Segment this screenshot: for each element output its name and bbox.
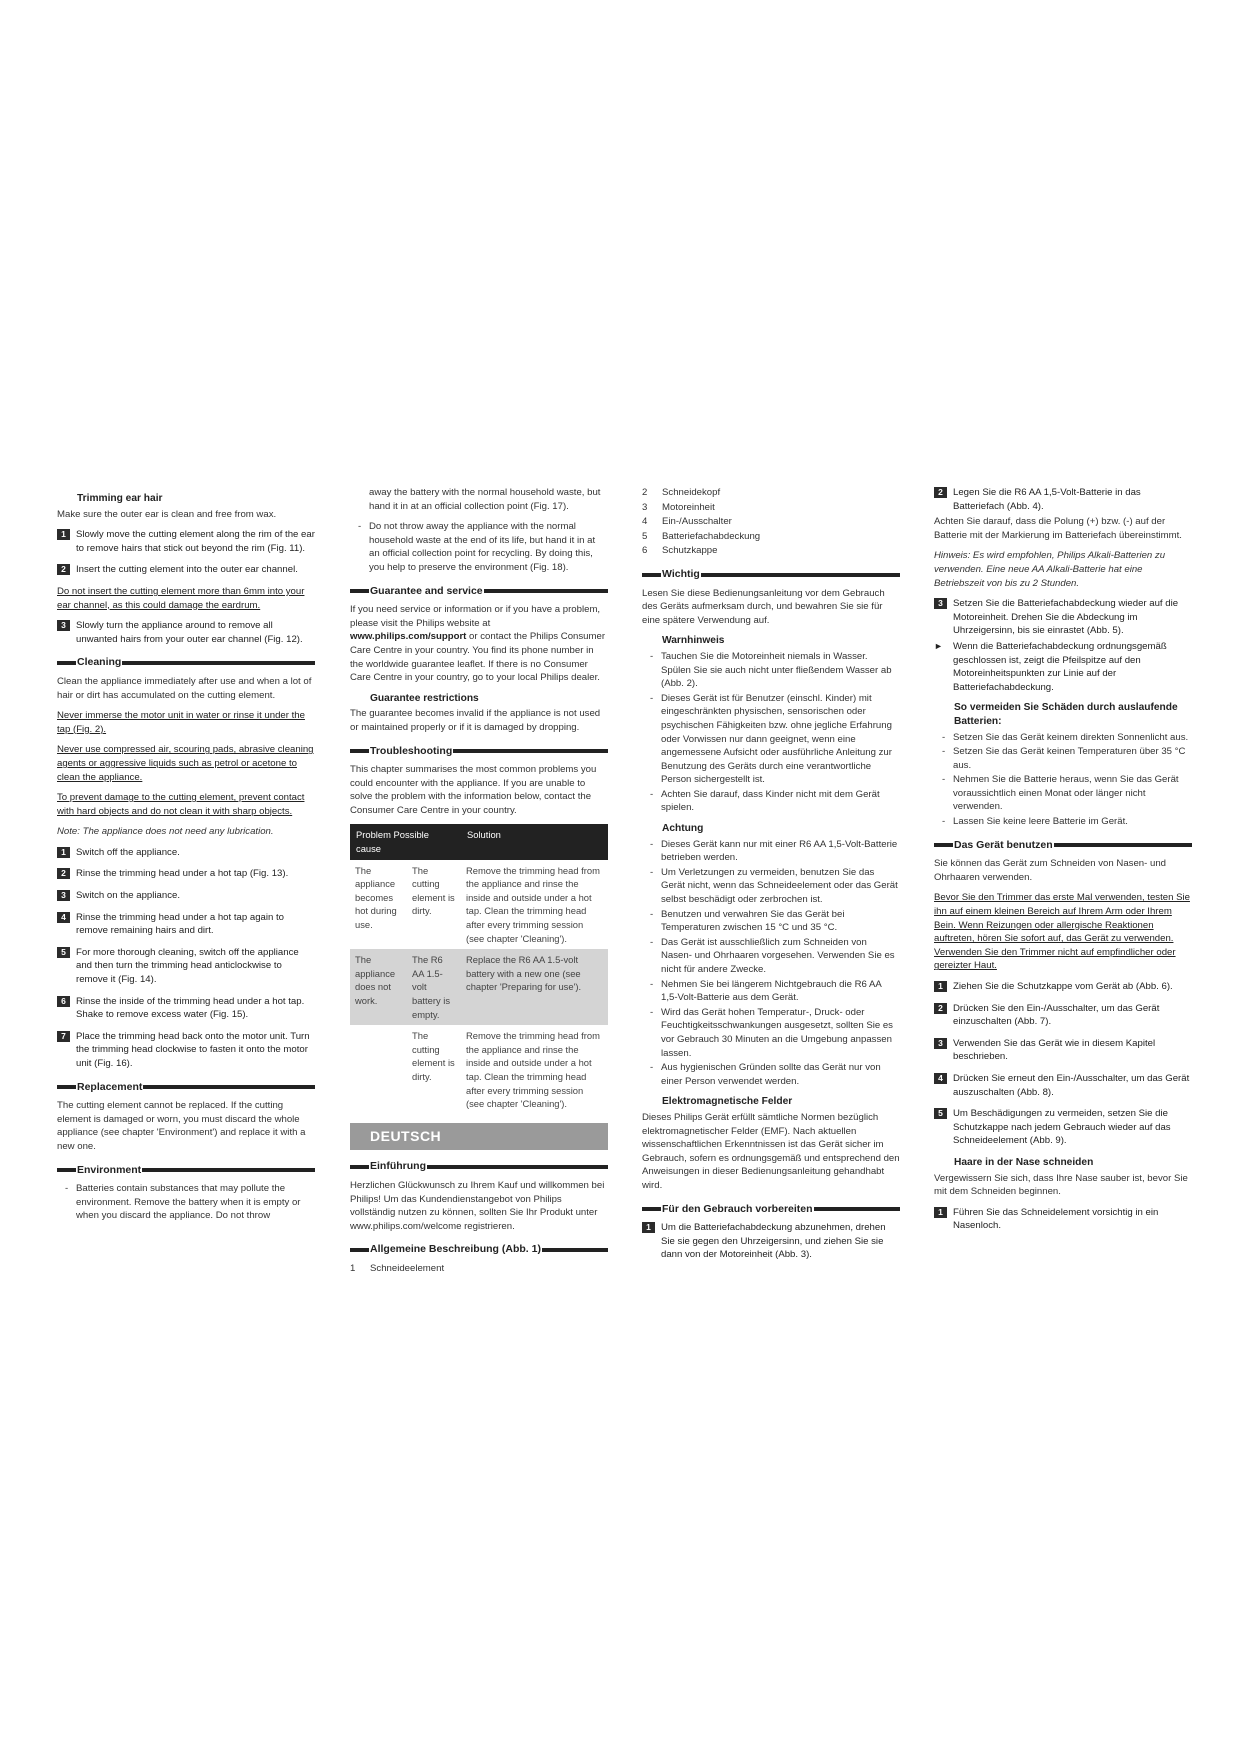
- step-text: Drücken Sie den Ein-/Ausschalter, um das Gerät einzuschalten (Abb. 7).: [953, 1002, 1160, 1028]
- step-text: Setzen Sie die Batteriefachabdeckung wieder auf die Motoreinheit. Drehen Sie die Abdeckung im Uhrzeigersinn, bis sie einrastet (Abb. 5).: [953, 598, 1179, 637]
- section-heading-cleaning: Cleaning: [57, 656, 315, 670]
- paragraph: This chapter summarises the most common problems you could encounter with the appliance. If you are unable to solve the problem with the information below, contact the Consumer Care Centre in your country.: [350, 764, 597, 816]
- section-heading-beschreibung: Allgemeine Beschreibung (Abb. 1): [350, 1243, 608, 1257]
- paragraph: [350, 603, 608, 685]
- warning-text: Do not insert the cutting element more than 6mm into your ear channel, as this could damage the eardrum.: [57, 585, 305, 611]
- list-item: [642, 515, 900, 529]
- table-cell: Remove the trimming head from the appliance and rinse the inside and outside under a hot tap. Clean the trimming head after every trimming session (see chapter 'Cleaning').: [466, 864, 600, 944]
- step-text: For more thorough cleaning, switch off the appliance and then turn the trimming head anticlockwise to remove it (Fig. 14).: [76, 946, 299, 986]
- paragraph: The cutting element cannot be replaced. If the cutting element is damaged or worn, you must discard the whole appliance (see chapter 'Environment') and replace it with a new one.: [57, 1100, 306, 1152]
- list-item: [642, 544, 900, 558]
- part-number: 2: [642, 487, 648, 498]
- list-item: - Aus hygienischen Gründen sollte das Gerät nur von einer Person verwendet werden.: [642, 1061, 900, 1088]
- column-3: [642, 486, 900, 1270]
- paragraph: away the battery with the normal household waste, but hand it in at an official collection point (Fig. 17).: [369, 487, 601, 512]
- warning-text: Never use compressed air, scouring pads, abrasive cleaning agents or aggressive liquids such as petrol or acetone to clean the appliance.: [57, 744, 314, 783]
- step-text: Um Beschädigungen zu vermeiden, setzen Sie die Schutzkappe nach jedem Gebrauch wieder auf das Schneideelement (Abb. 9).: [953, 1108, 1171, 1147]
- arrow-icon: ►: [934, 640, 943, 651]
- step-text: Legen Sie die R6 AA 1,5-Volt-Batterie in das Batteriefach (Abb. 4).: [953, 487, 1141, 512]
- section-heading-vorbereiten: Für den Gebrauch vorbereiten: [642, 1203, 900, 1217]
- step-item: [57, 846, 315, 860]
- list-item: [350, 1262, 608, 1276]
- step-text: Place the trimming head back onto the motor unit. Turn the trimming head clockwise to fasten it onto the motor unit (Fig. 16).: [76, 1030, 310, 1069]
- step-number: 5: [934, 1108, 947, 1119]
- column-4: [934, 486, 1192, 1241]
- warning-text: Never immerse the motor unit in water or rinse it under the tap (Fig. 2).: [57, 710, 305, 735]
- list-item: - Um Verletzungen zu vermeiden, benutzen Sie das Gerät nicht, wenn das Schneideelement oder das Gerät selbst beschädigt oder zerbrochen ist.: [642, 866, 900, 907]
- step-text: Rinse the inside of the trimming head under a hot tap. Shake to remove excess water (Fig. 15).: [76, 995, 305, 1021]
- text-span: If you need service or information or if you have a problem, please visit the Philips website at: [350, 604, 601, 629]
- list-item: - Batteries contain substances that may pollute the environment. Remove the battery when it is empty or when you discard the appliance. Do not throw: [57, 1182, 315, 1223]
- list-item: [642, 501, 900, 515]
- section-heading-einfuehrung: Einführung: [350, 1160, 608, 1174]
- warning-text: To prevent damage to the cutting element, prevent contact with hard objects and do not clean it with sharp objects.: [57, 792, 305, 817]
- troubleshooting-table: [350, 824, 608, 1114]
- step-number: 4: [57, 912, 70, 923]
- note-text: Hinweis: Es wird empfohlen, Philips Alkali-Batterien zu verwenden. Eine neue AA Alkali-Batterie hat eine Betriebszeit von bis zu 2 Stunden.: [934, 550, 1166, 589]
- support-link[interactable]: www.philips.com/support: [350, 631, 467, 643]
- column-1: [57, 486, 315, 1230]
- bullet-list: [350, 520, 608, 574]
- step-item: [934, 486, 1192, 513]
- table-header-row: [350, 824, 608, 859]
- step-item: [57, 563, 315, 577]
- list-item: - Nehmen Sie bei längerem Nichtgebrauch die R6 AA 1,5-Volt-Batterie aus dem Gerät.: [642, 978, 900, 1005]
- header-possible-cause: Possible cause: [356, 829, 429, 855]
- part-number: 1: [350, 1262, 356, 1274]
- bullet-list: [57, 1182, 315, 1223]
- table-cell: The R6 AA 1.5-volt battery is empty.: [407, 949, 461, 1025]
- step-item: [57, 619, 315, 646]
- step-item: [934, 1037, 1192, 1064]
- bullet-list: [642, 838, 900, 1089]
- step-text: Verwenden Sie das Gerät wie in diesem Kapitel beschrieben.: [953, 1037, 1156, 1063]
- list-item: - Setzen Sie das Gerät keinen Temperaturen über 35 °C aus.: [934, 745, 1192, 772]
- paragraph: The guarantee becomes invalid if the appliance is not used or maintained properly or if it is damaged by dropping.: [350, 708, 601, 733]
- step-item: [57, 1030, 315, 1071]
- table-cell: The cutting element is dirty.: [412, 864, 455, 917]
- section-heading-environment: Environment: [57, 1164, 315, 1178]
- part-number: 6: [642, 545, 648, 557]
- step-number: 3: [934, 598, 947, 609]
- step-item: [934, 1002, 1192, 1029]
- step-number: 1: [934, 981, 947, 992]
- list-item: - Do not throw away the appliance with the normal household waste at the end of its life, but hand it in at an official collection point for recycling. By doing this, you help to preserve the environment (Fig. 18).: [350, 520, 608, 574]
- note-text: Note: The appliance does not need any lubrication.: [57, 826, 274, 838]
- table-cell: Remove the trimming head from the appliance and rinse the inside and outside under a hot tap. Clean the trimming head after every trimming session (see chapter 'Cleaning').: [466, 1030, 600, 1110]
- subheading-achtung: Achtung: [662, 823, 704, 835]
- step-number: 2: [934, 487, 947, 498]
- section-heading-guarantee: Guarantee and service: [350, 585, 608, 599]
- section-heading-benutzen: Das Gerät benutzen: [934, 839, 1192, 853]
- result-text: Wenn die Batteriefachabdeckung ordnungsgemäß geschlossen ist, zeigt die Pfeilspitze auf den Motoreinheitspunkten zur Linie auf der Batteriefachabdeckung.: [953, 640, 1167, 693]
- table-header: Solution: [461, 824, 608, 859]
- paragraph: Lesen Sie diese Bedienungsanleitung vor dem Gebrauch des Geräts aufmerksam durch, und bewahren Sie sie für eine spätere Verwendung auf.: [642, 587, 885, 626]
- list-item: - Achten Sie darauf, dass Kinder nicht mit dem Gerät spielen.: [642, 788, 900, 815]
- step-text: Um die Batteriefachabdeckung abzunehmen, drehen Sie sie gegen den Uhrzeigersinn, und ziehen Sie sie dann von der Motoreinheit (Abb. 3).: [661, 1222, 886, 1261]
- section-heading-trimming-ear-hair: Trimming ear hair: [77, 493, 163, 504]
- step-item: [57, 528, 315, 555]
- step-item: [934, 1206, 1192, 1233]
- section-heading-troubleshooting: Troubleshooting: [350, 745, 608, 759]
- step-text: Slowly move the cutting element along the rim of the ear to remove hairs that stick out beyond the rim (Fig. 11).: [76, 529, 315, 554]
- step-item: [57, 911, 315, 938]
- column-2: [350, 486, 608, 1283]
- table-cell: [350, 1025, 407, 1115]
- table-cell: The appliance does not work.: [350, 949, 407, 1025]
- bullet-list: [642, 650, 900, 815]
- table-row: [350, 1025, 608, 1115]
- step-text: Rinse the trimming head under a hot tap again to remove remaining hairs and dirt.: [76, 911, 284, 937]
- header-problem: Problem: [356, 829, 391, 841]
- step-text: Switch on the appliance.: [76, 890, 180, 902]
- table-cell: The cutting element is dirty.: [412, 1030, 455, 1082]
- step-number: 2: [934, 1003, 947, 1014]
- list-item: - Nehmen Sie die Batterie heraus, wenn Sie das Gerät voraussichtlich einen Monat oder länger nicht verwenden.: [934, 773, 1192, 814]
- step-item: [934, 980, 1192, 994]
- step-text: Rinse the trimming head under a hot tap (Fig. 13).: [76, 868, 289, 880]
- step-item: [57, 867, 315, 881]
- step-item: [642, 1221, 900, 1262]
- step-number: 3: [57, 620, 70, 631]
- step-item: [934, 597, 1192, 638]
- part-number: 3: [642, 501, 648, 513]
- step-item: [57, 995, 315, 1022]
- step-number: 3: [57, 890, 70, 901]
- step-item: [934, 1072, 1192, 1099]
- bullet-list: [934, 731, 1192, 829]
- table-cell: Replace the R6 AA 1.5-volt battery with a new one (see chapter 'Preparing for use').: [461, 949, 608, 1025]
- step-number: 5: [57, 947, 70, 958]
- list-item: [642, 530, 900, 544]
- part-name: Schneideelement: [370, 1262, 445, 1274]
- subheading-warnhinweis: Warnhinweis: [662, 635, 725, 647]
- table-header: [350, 824, 461, 859]
- step-text: Führen Sie das Schneidelement vorsichtig in ein Nasenloch.: [953, 1206, 1159, 1232]
- step-item: [934, 1107, 1192, 1148]
- part-name: Batteriefachabdeckung: [662, 530, 761, 542]
- step-number: 6: [57, 996, 70, 1007]
- list-item: - Dieses Gerät ist für Benutzer (einschl. Kinder) mit eingeschränkten physischen, sensorischen oder psychischen Fähigkeiten bzw. ohne jegliche Erfahrung oder Vorwissen nur dann geeignet, wenn eine angemessene Aufsicht oder ausführliche Anleitung zur Benutzung des Geräts durch eine verantwortliche Person sichergestellt ist.: [642, 692, 900, 787]
- part-name: Schutzkappe: [662, 545, 718, 557]
- subheading-schaeden: So vermeiden Sie Schäden durch auslaufende Batterien:: [954, 702, 1178, 727]
- paragraph: Clean the appliance immediately after use and when a lot of hair or dirt has accumulated on the cutting element.: [57, 675, 312, 701]
- step-number: 1: [642, 1222, 655, 1233]
- language-banner: DEUTSCH: [350, 1123, 608, 1151]
- list-item: - Setzen Sie das Gerät keinem direkten Sonnenlicht aus.: [934, 731, 1192, 745]
- section-heading-replacement: Replacement: [57, 1081, 315, 1095]
- subheading-nase: Haare in der Nase schneiden: [954, 1156, 1094, 1168]
- list-item: [642, 486, 900, 500]
- list-item: - Dieses Gerät kann nur mit einer R6 AA 1,5-Volt-Batterie betrieben werden.: [642, 838, 900, 865]
- part-name: Ein-/Ausschalter: [662, 516, 732, 528]
- paragraph: Sie können das Gerät zum Schneiden von Nasen- und Ohrhaaren verwenden.: [934, 858, 1166, 883]
- paragraph: Herzlichen Glückwunsch zu Ihrem Kauf und willkommen bei Philips! Um das Kundendienstangebot von Philips vollständig nutzen zu können, sollten Sie Ihr Produkt unter www.philips.com/welcome registrieren.: [350, 1179, 605, 1232]
- step-number: 2: [57, 564, 70, 575]
- step-text: Ziehen Sie die Schutzkappe vom Gerät ab (Abb. 6).: [953, 981, 1173, 992]
- step-text: Drücken Sie erneut den Ein-/Ausschalter, um das Gerät auszuschalten (Abb. 8).: [953, 1072, 1190, 1098]
- paragraph: Dieses Philips Gerät erfüllt sämtliche Normen bezüglich elektromagnetischer Felder (EMF). Nach aktuellen wissenschaftlichen Erkenntnissen ist das Gerät sicher im Gebrauch, sofern es ordnungsgemäß und entsprechend den Anweisungen in dieser Bedienungsanleitung gehandhabt wird.: [642, 1111, 900, 1191]
- list-item: - Lassen Sie keine leere Batterie im Gerät.: [934, 815, 1192, 829]
- paragraph: Vergewissern Sie sich, dass Ihre Nase sauber ist, bevor Sie mit dem Schneiden beginnen.: [934, 1172, 1188, 1198]
- section-heading-wichtig: Wichtig: [642, 568, 900, 582]
- step-number: 7: [57, 1031, 70, 1042]
- text-span: or contact the Philips Consumer Care Centre in your country. You find its phone number in the worldwide guarantee leaflet. If there is no Consumer Care Centre in your country, go to your local Philips dealer.: [350, 631, 606, 684]
- paragraph: Achten Sie darauf, dass die Polung (+) bzw. (-) auf der Batterie mit der Markierung im Batteriefach übereinstimmt.: [934, 516, 1182, 541]
- step-number: 1: [57, 529, 70, 540]
- result-item: [934, 640, 1192, 694]
- step-number: 3: [934, 1038, 947, 1049]
- step-number: 4: [934, 1073, 947, 1084]
- part-number: 4: [642, 516, 648, 528]
- table-cell: The appliance becomes hot during use.: [355, 864, 397, 931]
- subheading-guarantee-restrictions: Guarantee restrictions: [370, 692, 479, 704]
- step-text: Switch off the appliance.: [76, 846, 180, 858]
- paragraph: Make sure the outer ear is clean and free from wax.: [57, 508, 277, 520]
- list-item: - Benutzen und verwahren Sie das Gerät bei Temperaturen zwischen 15 °C und 35 °C.: [642, 908, 900, 935]
- step-number: 1: [57, 847, 70, 858]
- list-item: - Wird das Gerät hohen Temperatur-, Druck- oder Feuchtigkeitsschwankungen ausgesetzt, sollten Sie es vor Gebrauch 30 Minuten an die Umgebung anpassen lassen.: [642, 1006, 900, 1060]
- step-number: 2: [57, 868, 70, 879]
- step-text: Insert the cutting element into the outer ear channel.: [76, 564, 298, 576]
- part-number: 5: [642, 530, 648, 542]
- table-row: [350, 949, 608, 1025]
- list-item: - Tauchen Sie die Motoreinheit niemals in Wasser. Spülen Sie sie auch nicht unter fließendem Wasser ab (Abb. 2).: [642, 650, 900, 691]
- part-name: Motoreinheit: [662, 501, 715, 513]
- part-name: Schneidekopf: [662, 487, 721, 498]
- subheading-emf: Elektromagnetische Felder: [662, 1096, 793, 1108]
- warning-text: Bevor Sie den Trimmer das erste Mal verwenden, testen Sie ihn auf einem kleinen Bereich auf Ihrem Arm oder Ihrem Bein. Wenn Reizungen oder allergische Reaktionen auftreten, hören Sie sofort auf, das Gerät zu verwenden. Verwenden Sie den Trimmer nicht auf empfindlicher oder gereizter Haut.: [934, 892, 1190, 972]
- list-item: - Das Gerät ist ausschließlich zum Schneiden von Nasen- und Ohrhaaren vorgesehen. Verwenden Sie es nicht für andere Zwecke.: [642, 936, 900, 977]
- step-text: Slowly turn the appliance around to remove all unwanted hairs from your outer ear channel (Fig. 12).: [76, 620, 303, 645]
- table-row: [350, 860, 608, 950]
- step-number: 1: [934, 1207, 947, 1218]
- step-item: [57, 946, 315, 987]
- step-item: [57, 889, 315, 903]
